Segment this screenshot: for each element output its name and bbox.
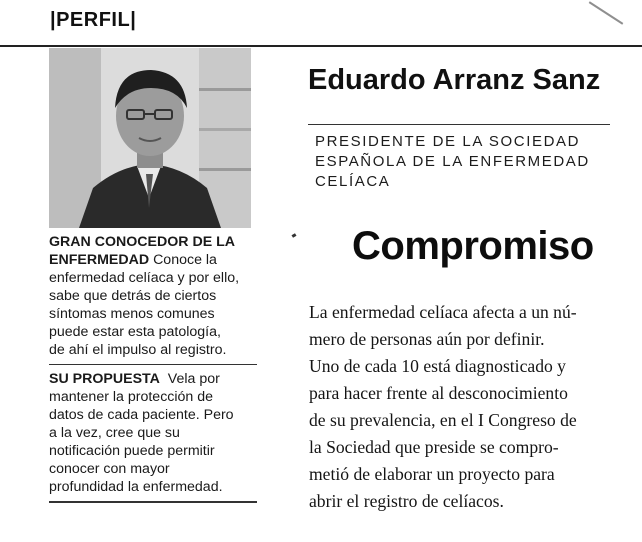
top-rule	[0, 45, 642, 47]
name-rule	[308, 124, 610, 125]
body-line-3: Uno de cada 10 está diagnosticado y	[309, 356, 566, 376]
block1-text-start: Conoce la	[153, 252, 217, 268]
role-line-2: ESPAÑOLA DE LA ENFERMEDAD	[315, 153, 590, 170]
block1-line-6: de ahí el impulso al registro.	[49, 342, 227, 358]
block2-text-start: Vela por	[167, 371, 220, 388]
block2-line-3: datos de cada paciente. Pero	[49, 407, 234, 424]
body-line-1: La enfermedad celíaca afecta a un nú-	[309, 302, 577, 322]
sidebar-bottom-rule	[49, 501, 257, 502]
body-line-7: metió de elaborar un proyecto para	[309, 464, 555, 484]
block1-line-3: sabe que detrás de ciertos	[49, 288, 217, 304]
block1-line-1	[49, 251, 257, 269]
article-body	[309, 299, 619, 515]
block1-lead-2: ENFERMEDAD	[49, 252, 150, 268]
body-line-6: la Sociedad que preside se compro-	[309, 437, 559, 457]
sidebar-block-proposal	[49, 370, 257, 496]
block2-line-6: conocer con mayor	[49, 461, 170, 478]
scan-dot	[292, 233, 297, 238]
block1-line-2: enfermedad celíaca y por ello,	[49, 270, 240, 286]
role-line-1: PRESIDENTE DE LA SOCIEDAD	[315, 133, 581, 150]
block2-line-1	[49, 370, 257, 388]
block1-lead-1: GRAN CONOCEDOR DE LA	[49, 234, 236, 250]
block2-lead: SU PROPUESTA	[49, 371, 160, 388]
article-headline: Compromiso	[352, 224, 594, 268]
role-line-3: CELÍACA	[315, 173, 391, 190]
person-role	[315, 132, 615, 192]
block1-line-4: síntomas menos comunes	[49, 306, 215, 322]
block2-line-2: mantener la protección de	[49, 389, 214, 406]
body-line-2: mero de personas aún por definir.	[309, 329, 545, 349]
body-line-8: abrir el registro de celíacos.	[309, 491, 504, 511]
body-line-5: de su prevalencia, en el I Congreso de	[309, 410, 577, 430]
portrait-photo	[49, 48, 251, 228]
section-label: |PERFIL|	[50, 9, 137, 31]
person-name: Eduardo Arranz Sanz	[308, 64, 601, 96]
sidebar-block-expertise	[49, 233, 257, 359]
block2-line-4: a la vez, cree que su	[49, 425, 180, 442]
sidebar-divider	[49, 364, 257, 365]
scan-mark	[589, 1, 624, 24]
block1-line-5: puede estar esta patología,	[49, 324, 221, 340]
block2-line-7: profundidad la enfermedad.	[49, 479, 223, 496]
sidebar	[49, 233, 257, 508]
block2-line-5: notificación puede permitir	[49, 443, 215, 460]
body-line-4: para hacer frente al desconocimiento	[309, 383, 568, 403]
